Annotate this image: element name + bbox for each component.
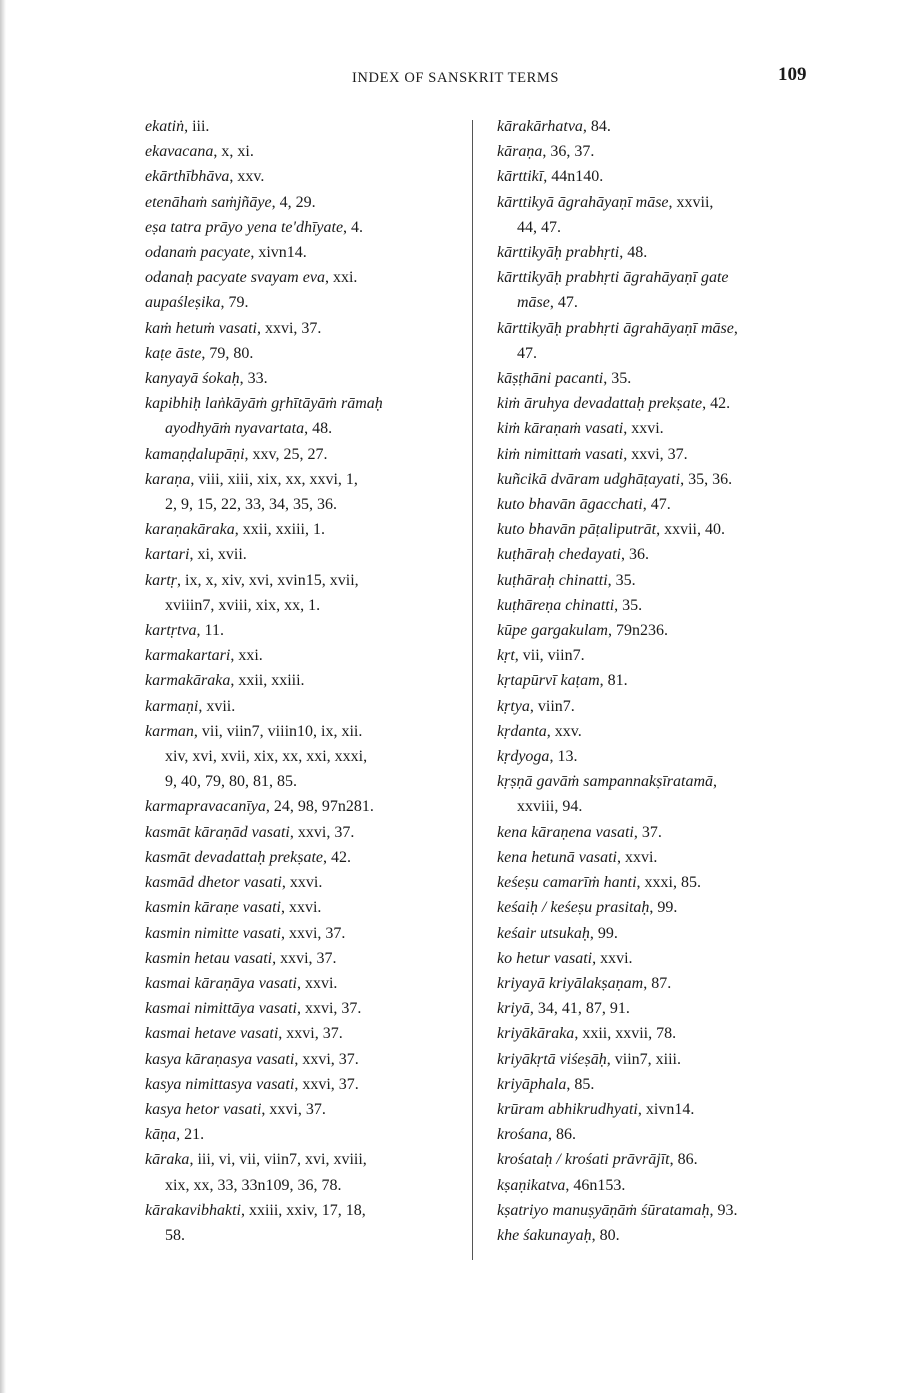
index-references: , xxvi, 37. [280, 924, 346, 942]
index-term: kasya nimittasya vasati [145, 1075, 295, 1093]
index-term: kārttikyāḥ prabhṛti āgrahāyaṇī māse [497, 319, 734, 337]
index-term: ekatiṅ [145, 118, 185, 135]
index-entry [145, 1147, 465, 1197]
index-term: kaṭe āste [145, 344, 202, 362]
index-references: , 13. [549, 748, 578, 766]
index-entry-continuation [497, 290, 837, 315]
index-references: , 79, 80. [201, 344, 254, 362]
index-references: , 86. [669, 1151, 698, 1169]
index-entry [497, 769, 837, 819]
index-term: kartṛtva [145, 622, 197, 640]
index-term: khe śakunayaḥ [497, 1226, 592, 1244]
index-references-continued: , 47. [549, 294, 578, 312]
index-entry [497, 971, 837, 996]
index-term: etenāhaṁ saṁjñāye [145, 193, 272, 211]
index-term: keśaiḥ / keśeṣu prasitaḥ [497, 899, 650, 917]
index-references: , [733, 319, 738, 337]
index-entry-continuation [497, 794, 837, 819]
index-term: karaṇakāraka [145, 521, 235, 539]
index-entry [145, 1072, 465, 1097]
index-term: kiṁ kāraṇaṁ vasati [497, 420, 624, 438]
index-references: , xxii, xxiii, 1. [234, 521, 325, 539]
index-references: , xxvi, 37. [294, 1050, 359, 1068]
index-term: odanaṁ pacyate [145, 244, 251, 262]
index-entry [497, 517, 837, 542]
index-entry [145, 290, 465, 315]
index-term: ko hetur vasati [497, 949, 593, 967]
index-references: , viin7. [529, 697, 575, 715]
index-term: ekavacana [145, 143, 214, 161]
index-term: kiṁ nimittaṁ vasati [497, 445, 624, 463]
index-entry [145, 895, 465, 920]
index-entry [145, 568, 465, 618]
index-term: kasmai nimittāya vasati [145, 1000, 297, 1018]
index-entry [145, 139, 465, 164]
index-references: , 4, 29. [271, 193, 316, 211]
index-references: , xivn14. [637, 1100, 695, 1118]
index-term: kāṇa [145, 1126, 177, 1144]
index-entry [497, 694, 837, 719]
index-references: , xivn14. [250, 244, 307, 262]
index-entry [145, 442, 465, 467]
index-entry [497, 643, 837, 668]
index-entry [145, 366, 465, 391]
index-references-continued: 58. [165, 1226, 185, 1244]
index-entry [145, 316, 465, 341]
index-term: kārakavibhakti [145, 1201, 241, 1219]
index-entry [145, 215, 465, 240]
index-references: , xvii. [198, 697, 236, 715]
index-term: keśair utsukaḥ [497, 924, 590, 942]
index-term: kārttikī [497, 168, 544, 186]
index-entry [145, 1198, 465, 1248]
index-entry [497, 416, 837, 441]
left-index-column [145, 114, 465, 1248]
index-entry [145, 542, 465, 567]
index-term: kriyākṛtā viśeṣāḥ [497, 1050, 607, 1068]
page-header [0, 64, 918, 94]
index-references: , xxvi. [281, 874, 323, 892]
index-term: kiṁ āruhya devadattaḥ prekṣate [497, 395, 703, 413]
index-term: kuto bhavān āgacchati [497, 496, 643, 514]
index-entry [497, 946, 837, 971]
index-entry-continuation [497, 341, 837, 366]
index-references: , xxvi. [280, 899, 322, 917]
index-entry [497, 190, 837, 240]
index-references: , 4. [343, 218, 364, 236]
index-references: , xxii, xxvii, 78. [574, 1025, 677, 1043]
index-references-continued: 44, 47. [517, 218, 561, 236]
index-references: , xxvii, 40. [656, 521, 725, 539]
index-references: , xxxi, 85. [636, 874, 701, 892]
index-references: , xxvii, [668, 193, 714, 211]
index-entry [497, 1198, 837, 1223]
index-references: , iii. [184, 118, 210, 135]
index-term: kārttikyā āgrahāyaṇī māse [497, 193, 669, 211]
index-term: kasya kāraṇasya vasati [145, 1050, 295, 1068]
index-term: kāṣṭhāni pacanti [497, 370, 604, 388]
index-references: , 35. [614, 596, 643, 614]
index-references: , 87. [643, 974, 672, 992]
index-entry [497, 164, 837, 189]
index-term: kāraṇa [497, 143, 543, 161]
index-references: , iii, vi, vii, viin7, xvi, xviii, [189, 1151, 367, 1169]
index-term: kasya hetor vasati [145, 1100, 262, 1118]
index-references-continued: 2, 9, 15, 22, 33, 34, 35, 36. [165, 496, 337, 514]
index-references: , 84. [582, 118, 611, 135]
index-term: kasmai hetave vasati [145, 1025, 279, 1043]
index-entry [145, 618, 465, 643]
index-references: , 35, 36. [680, 470, 733, 488]
index-term: kṛdyoga [497, 748, 550, 766]
index-term: karman [145, 722, 194, 740]
index-references-continued: xix, xx, 33, 33n109, 36, 78. [165, 1176, 342, 1194]
index-references: , xxvi. [296, 974, 338, 992]
index-entry [145, 971, 465, 996]
index-references: , xxvi, 37. [294, 1075, 359, 1093]
index-term: aupaśleṣika [145, 294, 221, 312]
index-entry [497, 467, 837, 492]
index-references: , 81. [599, 672, 628, 690]
index-entry [497, 265, 837, 315]
index-references: , 47. [642, 496, 671, 514]
index-references: , 21. [176, 1126, 205, 1144]
index-term: kasmāt devadattaḥ prekṣate [145, 848, 324, 866]
index-references: , xxi. [230, 647, 263, 665]
index-entry [145, 1047, 465, 1072]
index-references: , 99. [589, 924, 618, 942]
index-term: kṛt [497, 647, 515, 665]
index-references: , 36. [620, 546, 649, 564]
index-term: kārttikyāḥ prabhṛti āgrahāyaṇī gate [497, 269, 729, 287]
index-entry [497, 668, 837, 693]
index-entry [145, 164, 465, 189]
index-term: kuṭhāraḥ chedayati [497, 546, 621, 564]
index-references-continued: 47. [517, 344, 537, 362]
index-term: kapibhiḥ laṅkāyāṁ gṛhītāyāṁ rāmaḥ [145, 395, 383, 413]
index-references: , ix, x, xiv, xvi, xvin15, xvii, [177, 571, 359, 589]
index-term: kaṁ hetuṁ vasati [145, 319, 257, 337]
index-entry [145, 341, 465, 366]
index-entry [497, 114, 837, 139]
index-term: kṣaṇikatva [497, 1176, 566, 1194]
index-entry [497, 820, 837, 845]
index-entry [497, 895, 837, 920]
index-entry [497, 870, 837, 895]
index-term: karmakartari [145, 647, 231, 665]
index-entry [145, 719, 465, 795]
index-references: , vii, viin7, viiin10, ix, xii. [193, 722, 363, 740]
index-entry [145, 240, 465, 265]
index-references: , 44n140. [543, 168, 604, 186]
index-entry [145, 946, 465, 971]
index-term: karaṇa [145, 470, 191, 488]
index-entry [497, 316, 837, 366]
index-entry-continuation [145, 492, 465, 517]
index-references: , xxvi. [623, 420, 664, 438]
index-references: , 34, 41, 87, 91. [529, 1000, 630, 1018]
index-entry [497, 1173, 837, 1198]
index-references: , 80. [591, 1226, 620, 1244]
index-references: , 86. [547, 1126, 576, 1144]
index-references: , x, xi. [213, 143, 254, 161]
index-term: kṛtya [497, 697, 530, 715]
index-term: kṛtapūrvī kaṭam [497, 672, 600, 690]
index-references: , 46n153. [565, 1176, 626, 1194]
index-entry-continuation [145, 1223, 465, 1248]
index-term: kriyā [497, 1000, 530, 1018]
index-entry [497, 845, 837, 870]
index-term: karmaṇi [145, 697, 199, 715]
index-entry [497, 996, 837, 1021]
index-entry [145, 870, 465, 895]
index-term: kūpe gargakulam [497, 622, 608, 640]
index-entry [497, 593, 837, 618]
index-entry [145, 921, 465, 946]
index-entry [145, 820, 465, 845]
index-references: , xxv. [546, 722, 582, 740]
index-entry [145, 114, 465, 139]
index-term: kuṭhāraḥ chinatti [497, 571, 608, 589]
index-term: kārttikyāḥ prabhṛti [497, 244, 620, 262]
index-references: , 35. [603, 370, 632, 388]
index-entry [497, 1047, 837, 1072]
index-term: kārakārhatva [497, 118, 583, 135]
index-term: kriyāphala [497, 1075, 567, 1093]
index-term: kasmin hetau vasati [145, 949, 273, 967]
index-entry-continuation [497, 215, 837, 240]
index-term-continued: māse [517, 294, 550, 312]
index-references: , xxvi. [616, 848, 658, 866]
index-references: , xxvi, 37. [256, 319, 322, 337]
index-entry [497, 139, 837, 164]
column-divider [472, 120, 473, 1260]
index-references: , 37. [633, 823, 662, 841]
index-entry-continuation [145, 744, 465, 769]
index-entry [497, 1223, 837, 1248]
index-entry [497, 1021, 837, 1046]
index-references: , 79. [220, 294, 249, 312]
index-term: kasmai kāraṇāya vasati [145, 974, 297, 992]
index-term: krūram abhikrudhyati [497, 1100, 638, 1118]
index-entry [145, 265, 465, 290]
index-term: kena kāraṇena vasati [497, 823, 634, 841]
index-term: kena hetunā vasati [497, 848, 617, 866]
index-entry [145, 845, 465, 870]
index-references: , xxv, 25, 27. [244, 445, 328, 463]
index-term: odanaḥ pacyate svayam eva [145, 269, 325, 287]
index-entry [497, 391, 837, 416]
index-references: , xxii, xxiii. [230, 672, 305, 690]
page-number: 109 [778, 64, 807, 85]
index-references: , 79n236. [607, 622, 668, 640]
index-term: krośataḥ / krośati prāvrājīt [497, 1151, 670, 1169]
index-references: , xi, xvii. [189, 546, 247, 564]
index-term-continued: ayodhyāṁ nyavartata [165, 420, 305, 438]
index-references-continued: xiv, xvi, xvii, xix, xx, xxi, xxxi, [165, 748, 368, 766]
index-references: , 99. [649, 899, 678, 917]
index-term: kriyayā kriyālakṣaṇam [497, 974, 644, 992]
index-references: , 42. [702, 395, 731, 413]
index-references: , 35. [607, 571, 636, 589]
index-references-continued: xxviii, 94. [517, 798, 583, 816]
index-entry [497, 719, 837, 744]
index-entry [145, 1122, 465, 1147]
index-entry-continuation [145, 593, 465, 618]
index-references: , vii, viin7. [514, 647, 585, 665]
index-entry [145, 694, 465, 719]
index-term: kṛṣṇā gavāṁ sampannakṣīratamā [497, 773, 713, 791]
index-references: , xxvi, 37. [261, 1100, 326, 1118]
index-term: kasmin kāraṇe vasati [145, 899, 281, 917]
index-entry-continuation [145, 1173, 465, 1198]
index-term: kartari [145, 546, 190, 564]
index-references: , viin7, xiii. [606, 1050, 681, 1068]
index-entry [145, 668, 465, 693]
index-references: , xxvi, 37. [272, 949, 337, 967]
index-term: kamaṇḍalupāṇi [145, 445, 245, 463]
index-references: , 93. [709, 1201, 738, 1219]
index-entry [145, 996, 465, 1021]
scan-edge-shadow [0, 0, 6, 1393]
index-entry [497, 1072, 837, 1097]
index-references: , 85. [566, 1075, 595, 1093]
index-term: kriyākāraka [497, 1025, 575, 1043]
index-entry [497, 542, 837, 567]
index-entry [497, 1147, 837, 1172]
index-term: kanyayā śokaḥ [145, 370, 240, 388]
index-references: , xxiii, xxiv, 17, 18, [240, 1201, 366, 1219]
index-entry [145, 794, 465, 819]
index-entry [497, 618, 837, 643]
index-term: keśeṣu camarīṁ hanti [497, 874, 637, 892]
index-term: kuto bhavān pāṭaliputrāt [497, 521, 657, 539]
index-term: kṛdanta [497, 722, 547, 740]
index-entry [497, 442, 837, 467]
index-term: kasmād dhetor vasati [145, 874, 282, 892]
index-entry [145, 1021, 465, 1046]
index-term: kuñcikā dvāram udghāṭayati [497, 470, 681, 488]
index-term: ekārthībhāva [145, 168, 230, 186]
index-entry-continuation [145, 416, 465, 441]
index-references-continued: xviiin7, xviii, xix, xx, 1. [165, 596, 321, 614]
index-entry [145, 1097, 465, 1122]
running-header: INDEX OF SANSKRIT TERMS [352, 70, 560, 86]
index-references: , 11. [196, 622, 224, 640]
index-entry [497, 366, 837, 391]
index-references: , xxvi, 37. [289, 823, 355, 841]
index-term: kartṛ [145, 571, 177, 589]
index-references: , 42. [323, 848, 352, 866]
index-term: karmakāraka [145, 672, 231, 690]
index-entry [497, 240, 837, 265]
index-references: , xxvi, 37. [296, 1000, 362, 1018]
index-references: , 48. [619, 244, 648, 262]
index-entry [145, 517, 465, 542]
index-term: kasmin nimitte vasati [145, 924, 281, 942]
index-references: , 24, 98, 97n281. [265, 798, 374, 816]
index-entry [497, 921, 837, 946]
index-entry [145, 391, 465, 441]
index-references: , xxv. [229, 168, 265, 186]
index-entry [145, 643, 465, 668]
index-references: , 33. [239, 370, 268, 388]
index-references: , viii, xiii, xix, xx, xxvi, 1, [190, 470, 358, 488]
right-index-column [497, 114, 837, 1248]
index-term: karmapravacanīya [145, 798, 266, 816]
index-term: kuṭhāreṇa chinatti [497, 596, 615, 614]
index-entry [497, 492, 837, 517]
index-term: kāraka [145, 1151, 190, 1169]
index-references: , xxvi. [592, 949, 633, 967]
index-references: , 36, 37. [542, 143, 595, 161]
index-references-continued: , 48. [304, 420, 333, 438]
index-entry [497, 1122, 837, 1147]
index-term: eṣa tatra prāyo yena te'dhīyate [145, 218, 344, 236]
index-entry [145, 467, 465, 517]
index-term: krośana [497, 1126, 548, 1144]
index-references-continued: 9, 40, 79, 80, 81, 85. [165, 773, 297, 791]
index-entry [497, 1097, 837, 1122]
index-references: , xxvi, 37. [623, 445, 688, 463]
index-entry [497, 744, 837, 769]
index-references: , xxi. [324, 269, 358, 287]
index-entry [145, 190, 465, 215]
index-term: kasmāt kāraṇād vasati [145, 823, 290, 841]
index-entry [497, 568, 837, 593]
index-references: , xxvi, 37. [278, 1025, 343, 1043]
index-references: , [713, 773, 717, 791]
index-term: kṣatriyo manuṣyāṇāṁ śūratamaḥ [497, 1201, 710, 1219]
